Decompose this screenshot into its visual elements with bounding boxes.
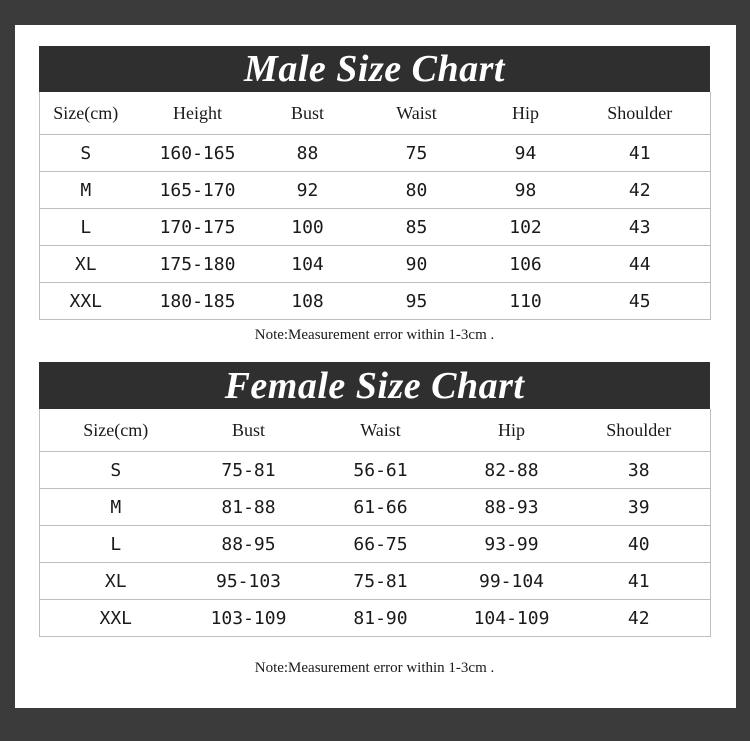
table-row <box>40 452 711 489</box>
cell-bust: 103-109 <box>210 607 287 629</box>
cell-shoulder: 41 <box>570 135 711 172</box>
cell-size: S <box>40 135 132 172</box>
cell-shoulder: 45 <box>628 290 651 312</box>
cell-shoulder: 41 <box>568 563 711 600</box>
table-row <box>40 563 711 600</box>
table-row <box>40 600 711 637</box>
cell-size: M <box>40 489 192 526</box>
cell-bust: 81-88 <box>192 489 306 526</box>
table-row <box>40 489 711 526</box>
cell-height: 170-175 <box>132 209 264 246</box>
column-header-waist: Waist <box>352 92 482 135</box>
cell-size: XL <box>40 246 132 283</box>
cell-hip: 106 <box>482 246 570 283</box>
cell-waist: 95 <box>405 290 428 312</box>
column-header-hip: Hip <box>456 409 568 452</box>
cell-hip: 102 <box>482 209 570 246</box>
column-header-height: Height <box>132 92 264 135</box>
cell-waist: 85 <box>352 209 482 246</box>
male-size-chart <box>39 46 710 344</box>
table-header-row <box>40 409 711 452</box>
table-row <box>40 526 711 563</box>
column-header-size: Size(cm) <box>40 92 132 135</box>
cell-height: 180-185 <box>159 290 236 312</box>
cell-bust: 88 <box>264 135 352 172</box>
cell-height: 160-165 <box>132 135 264 172</box>
size-chart-sheet <box>15 25 736 708</box>
cell-bust: 95-103 <box>192 563 306 600</box>
cell-shoulder: 39 <box>568 489 711 526</box>
male-measurement-note: Note:Measurement error within 1-3cm . <box>254 327 495 343</box>
column-header-shoulder: Shoulder <box>570 92 711 135</box>
column-header-bust: Bust <box>264 92 352 135</box>
column-header-bust: Bust <box>192 409 306 452</box>
female-size-chart <box>39 362 710 677</box>
cell-hip: 82-88 <box>456 452 568 489</box>
cell-waist: 61-66 <box>306 489 456 526</box>
cell-shoulder: 43 <box>570 209 711 246</box>
table-row <box>40 209 711 246</box>
cell-hip: 98 <box>482 172 570 209</box>
cell-waist: 75 <box>352 135 482 172</box>
female-chart-title: Female Size Chart <box>224 364 525 407</box>
cell-shoulder: 40 <box>568 526 711 563</box>
table-header-row <box>40 92 711 135</box>
column-header-waist: Waist <box>306 409 456 452</box>
cell-shoulder: 44 <box>570 246 711 283</box>
table-row <box>40 283 711 320</box>
cell-hip: 88-93 <box>456 489 568 526</box>
cell-hip: 94 <box>482 135 570 172</box>
cell-bust: 104 <box>264 246 352 283</box>
cell-shoulder: 42 <box>570 172 711 209</box>
cell-hip: 93-99 <box>456 526 568 563</box>
cell-hip: 99-104 <box>456 563 568 600</box>
female-measurement-note: Note:Measurement error within 1-3cm . <box>254 660 495 676</box>
cell-waist: 75-81 <box>306 563 456 600</box>
column-header-shoulder: Shoulder <box>568 409 711 452</box>
cell-height: 175-180 <box>132 246 264 283</box>
cell-waist: 80 <box>352 172 482 209</box>
male-chart-banner <box>39 46 710 92</box>
column-header-size: Size(cm) <box>40 409 192 452</box>
male-size-table <box>39 92 711 320</box>
table-row <box>40 246 711 283</box>
cell-waist: 90 <box>352 246 482 283</box>
cell-bust: 88-95 <box>192 526 306 563</box>
cell-size: M <box>40 172 132 209</box>
cell-shoulder: 42 <box>627 607 650 629</box>
cell-size: XXL <box>99 607 132 629</box>
cell-size: S <box>40 452 192 489</box>
female-chart-banner <box>39 362 710 409</box>
cell-bust: 75-81 <box>192 452 306 489</box>
table-row <box>40 172 711 209</box>
cell-size: L <box>40 526 192 563</box>
cell-shoulder: 38 <box>568 452 711 489</box>
table-row <box>40 135 711 172</box>
cell-bust: 92 <box>264 172 352 209</box>
column-header-hip: Hip <box>482 92 570 135</box>
cell-waist: 56-61 <box>306 452 456 489</box>
cell-bust: 100 <box>264 209 352 246</box>
cell-size: L <box>40 209 132 246</box>
cell-size: XXL <box>69 290 102 312</box>
male-chart-title: Male Size Chart <box>244 48 505 90</box>
female-size-table <box>39 409 711 637</box>
cell-hip: 110 <box>509 290 542 312</box>
cell-hip: 104-109 <box>473 607 550 629</box>
cell-bust: 108 <box>291 290 324 312</box>
cell-waist: 66-75 <box>306 526 456 563</box>
cell-waist: 81-90 <box>353 607 408 629</box>
cell-size: XL <box>40 563 192 600</box>
cell-height: 165-170 <box>132 172 264 209</box>
